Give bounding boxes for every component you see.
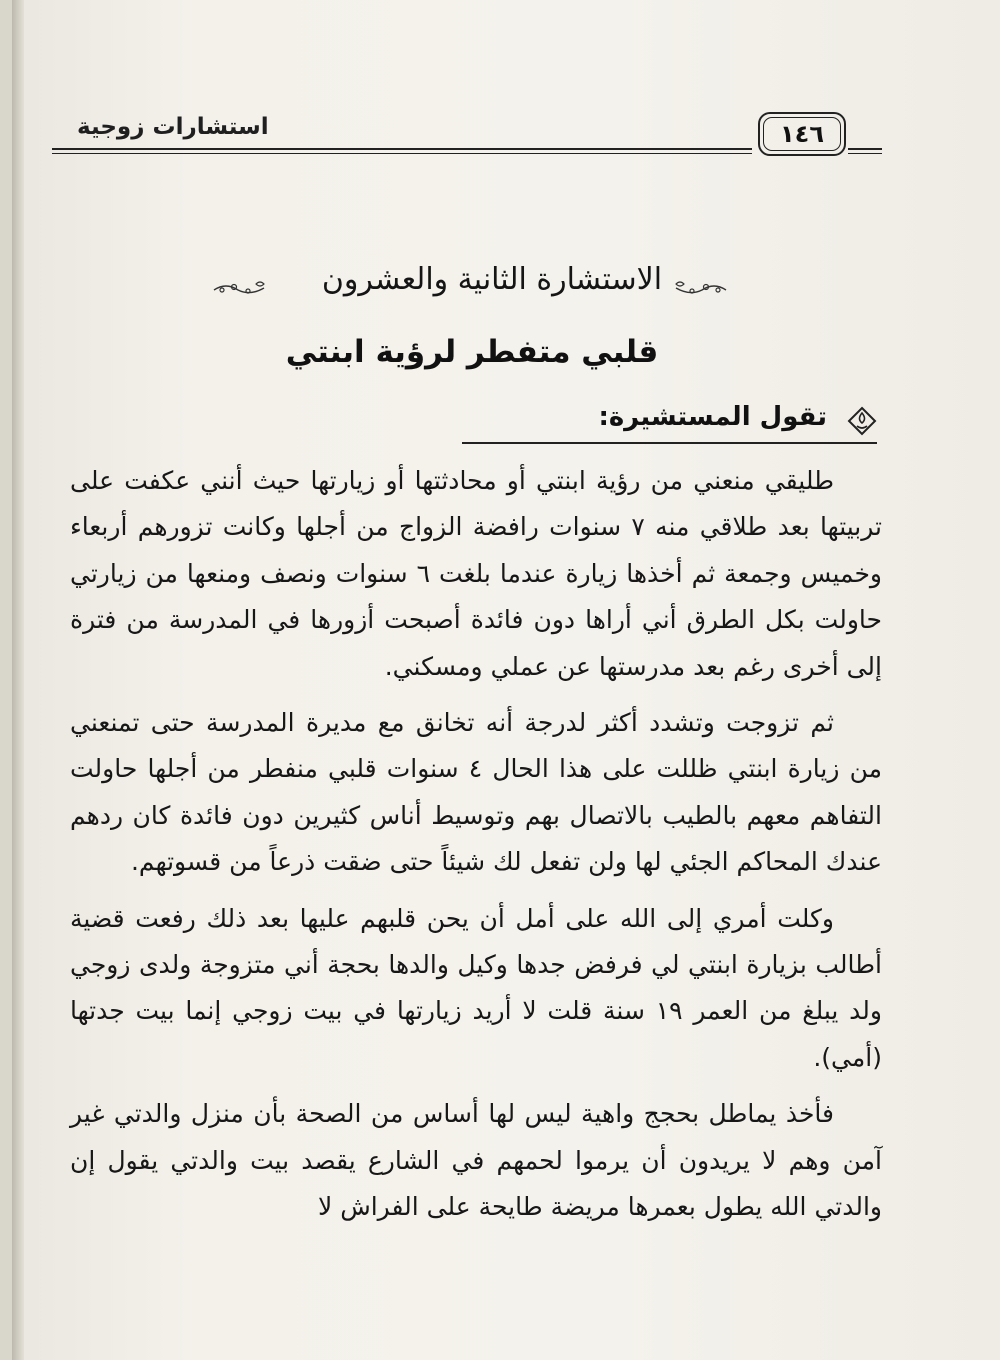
paragraph: طليقي منعني من رؤية ابنتي أو محادثتها أو زيارتها حيث أنني عكفت على تربيتها بعد طلاقي منه ٧ سنوات رافضة الزواج من أجلها وكانت تزورهم أربعاء وخميس وجمعة ثم أخذها زيارة عندما بلغت ٦ سنوات ونصف ومنعها من زيارتي حاولت بكل الطرق أني أراها دون فائدة أصبحت أزورها في المدرسة من فترة إلى أخرى رغم بعد مدرستها عن عملي ومسكني. — [70, 466, 882, 681]
book-page — [12, 0, 1000, 1360]
speaker-label: تقول المستشيرة: — [598, 402, 827, 432]
header-rule — [52, 148, 752, 150]
speaker-section — [462, 396, 877, 446]
header-rule-end — [848, 148, 882, 150]
consultation-title: قلبي متفطر لرؤية ابنتي — [285, 334, 659, 370]
running-title: استشارات زوجية — [77, 114, 269, 140]
page-header — [52, 112, 882, 156]
diamond-marker-icon — [847, 406, 877, 436]
body-text — [70, 458, 882, 1241]
page-number: ١٤٦ — [758, 112, 846, 156]
paragraph: ثم تزوجت وتشدد أكثر لدرجة أنه تخانق مع مديرة المدرسة حتى تمنعني من زيارة ابنتي ظللت على هذا الحال ٤ سنوات قلبي منفطر من أجلها حاولت التفاهم معهم بالطيب بالاتصال بهم وتوسيط أناس كثيرين دون فائدة كان ردهم عندك المحاكم الجئي لها ولن تفعل لك شيئاً حتى ضقت ذرعاً من قسوتهم. — [70, 708, 883, 877]
speaker-rule — [462, 442, 877, 444]
book-spine — [12, 0, 24, 1360]
consultation-heading: الاستشارة الثانية والعشرون — [321, 262, 663, 297]
header-rule-end-thin — [848, 153, 882, 154]
header-rule-thin — [52, 153, 752, 154]
paragraph: فأخذ يماطل بحجج واهية ليس لها أساس من الصحة بأن منزل والدتي غير آمن وهم لا يريدون أن يرموا لحمهم في الشارع يقصد بيت والدتي يقول إن والدتي الله يطول بعمرها مريضة طايحة على الفراش لا — [70, 1099, 882, 1222]
paragraph: وكلت أمري إلى الله على أمل أن يحن قلبهم عليها بعد ذلك رفعت قضية أطالب بزيارة ابنتي لي فرفض جدها وكيل والدها بحجة أني متزوجة ولدى زوجي ولد يبلغ من العمر ١٩ سنة قلت لا أريد زيارتها في بيت زوجي إنما بيت جدتها (أمي). — [70, 903, 882, 1072]
